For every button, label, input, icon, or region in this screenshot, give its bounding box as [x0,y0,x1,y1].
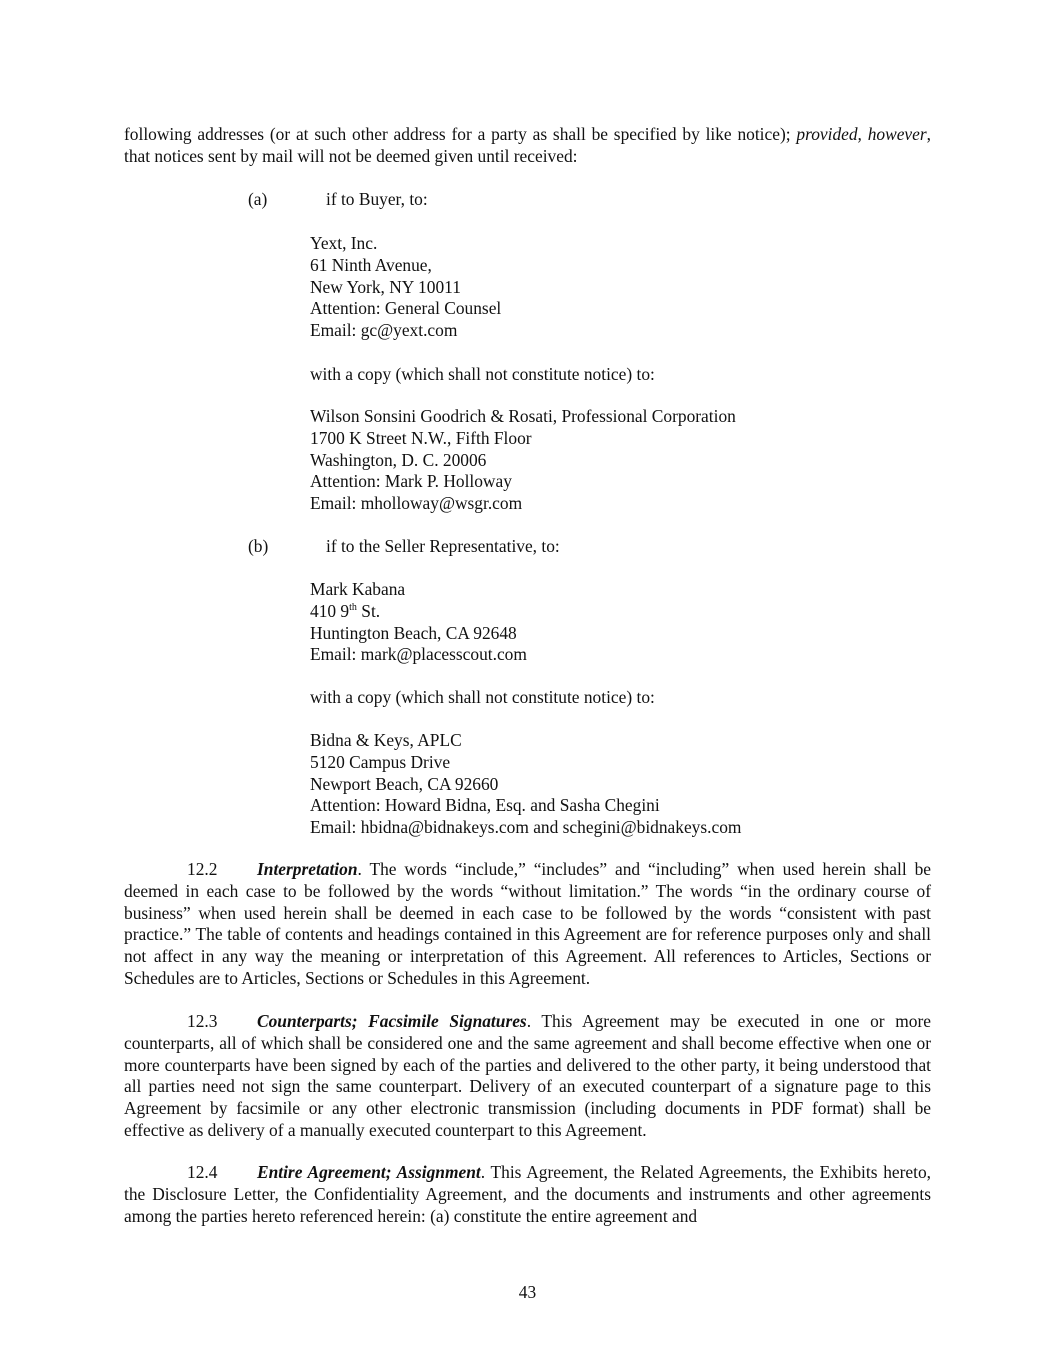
seller-copy-text: with a copy (which shall not constitute notice) to: [310,687,655,707]
seller-copy-address: Bidna & Keys, APLC 5120 Campus Drive Newport Beach, CA 92660 Attention: Howard Bidna, Esq. and Sasha Chegini Email: hbidna@bidnakeys.com and schegini@bidnakeys.com [310,730,742,838]
page-number: 43 [518,1282,537,1302]
notice-b-label: (b) if to the Seller Representative, to: [248,536,560,556]
buyer-copy-address: Wilson Sonsini Goodrich & Rosati, Professional Corporation 1700 K Street N.W., Fifth Floor Washington, D. C. 20006 Attention: Mark P. Holloway Email: mholloway@wsgr.com [310,406,736,514]
seller-rep-address: Mark Kabana 410 9th St. Huntington Beach, CA 92648 Email: mark@placesscout.com [310,579,527,665]
buyer-address: Yext, Inc. 61 Ninth Avenue, New York, NY 10011 Attention: General Counsel Email: gc@yext.com [310,233,502,341]
intro-paragraph: following addresses (or at such other address for a party as shall be specified by like notice); provided, however, that notices sent by mail will not be deemed given until received: [124,124,931,166]
section-12-3: 12.3 Counterparts; Facsimile Signatures. This Agreement may be executed in one or more counterparts, all of which shall be considered one and the same agreement and shall become effective when one or more counterparts have been signed by each of the parties and delivered to the other party, it being understood that all parties need not sign the same counterpart. Delivery of an executed counterpart of a signature page to this Agreement by facsimile or any other electronic transmission (including documents in PDF format) shall be effective as delivery of a manually executed counterpart to this Agreement. [124,1011,931,1140]
buyer-copy-text: with a copy (which shall not constitute notice) to: [310,364,655,384]
section-12-4: 12.4 Entire Agreement; Assignment. This Agreement, the Related Agreements, the Exhibits hereto, the Disclosure Letter, the Confidentiality Agreement, and the documents and instruments and other agreements among the parties hereto referenced herein: (a) constitute the entire agreement and [124,1162,931,1226]
section-12-2: 12.2 Interpretation. The words “include,” “includes” and “including” when used herein shall be deemed in each case to be followed by the words “without limitation.” The words “in the ordinary course of business” when used herein shall be deemed in each case to be followed by the words “consistent with past practice.” The table of contents and headings contained in this Agreement are for reference purposes only and shall not affect in any way the meaning or interpretation of this Agreement. All references to Articles, Sections or Schedules are to Articles, Sections or Schedules in this Agreement. [124,859,931,988]
notice-a-label: (a) if to Buyer, to: [248,189,428,209]
